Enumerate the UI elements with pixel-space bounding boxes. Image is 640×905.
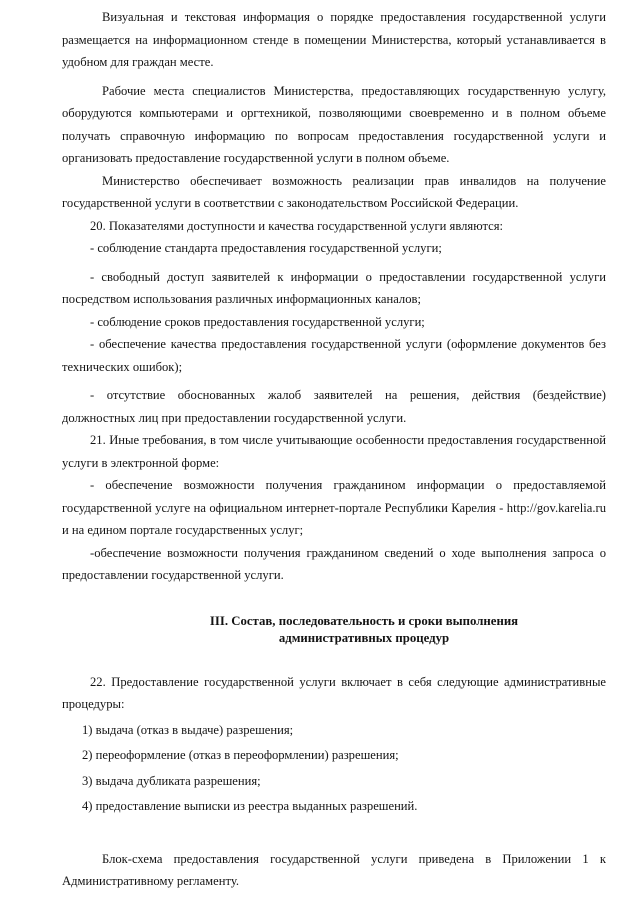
paragraph-20-item-1: - соблюдение стандарта предоставления государственной услуги; [90,241,442,255]
procedure-item-3: 3) выдача дубликата разрешения; [82,773,261,788]
section-heading-line-1: III. Состав, последовательность и сроки выполнения [209,613,519,628]
procedure-item-1: 1) выдача (отказ в выдаче) разрешения; [82,722,294,737]
paragraph-workplaces: Рабочие места специалистов Министерства, предоставляющих государственную услугу, оборудуются компьютерами и оргтехникой, позволяющими своевременно и в полном объеме получать справочную информацию по вопросам предоставления государственной услуги и организовать предоставление государственной услуги в полном объеме. [62,83,606,165]
paragraph-21: 21. Иные требования, в том числе учитывающие особенности предоставления государственной услуги в электронной форме: [62,433,606,470]
paragraph-20-item-5: - отсутствие обоснованных жалоб заявителей на решения, действия (бездействие) должностных лиц при предоставлении государственной услуги. [62,388,606,425]
paragraph-info-stand: Визуальная и текстовая информация о порядке предоставления государственной услуги размещается на информационном стенде в помещении Министерства, который устанавливается в удобном для граждан месте. [62,10,606,69]
paragraph-20: 20. Показателями доступности и качества государственной услуги являются: [90,218,503,233]
paragraph-21-item-2: -обеспечение возможности получения гражданином сведений о ходе выполнения запроса о предоставлении государственной услуги. [62,545,606,582]
paragraph-21-item-1: - обеспечение возможности получения гражданином информации о предоставляемой государственной услуге на официальном интернет-портале Республики Карелия - http://gov.karelia.ru и на едином портале государственных услуг; [62,478,606,537]
paragraph-disabled-rights: Министерство обеспечивает возможность реализации прав инвалидов на получение государственной услуги в соответствии с законодательством Российской Федерации. [62,173,606,210]
paragraph-20-item-4: - обеспечение качества предоставления государственной услуги (оформление документов без технических ошибок); [62,337,606,374]
section-heading [62,613,606,647]
procedure-item-4: 4) предоставление выписки из реестра выданных разрешений. [82,799,418,813]
paragraph-block-scheme: Блок-схема предоставления государственной услуги приведена в Приложении 1 к Административному регламенту. [62,851,606,888]
section-heading-line-2: административных процедур [278,630,450,645]
paragraph-20-item-2: - свободный доступ заявителей к информации о предоставлении государственной услуги посредством использования различных информационных каналов; [62,269,606,306]
procedure-item-2: 2) переоформление (отказ в переоформлении) разрешения; [82,748,399,762]
paragraph-20-item-3: - соблюдение сроков предоставления государственной услуги; [90,314,425,329]
paragraph-22: 22. Предоставление государственной услуги включает в себя следующие административные процедуры: [62,674,606,711]
